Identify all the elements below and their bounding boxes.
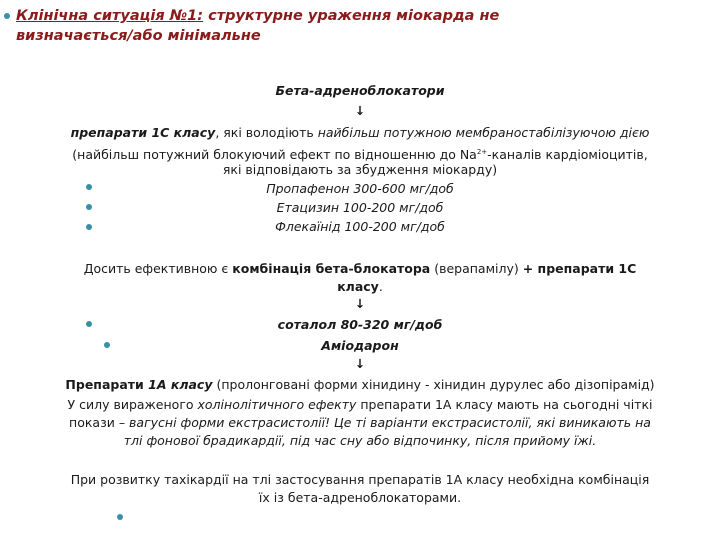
arrow-down-icon: ↓ [354,296,366,311]
bullet-icon [117,514,123,520]
drug-amiodarone: Аміодарон [321,338,399,353]
combination-line: Досить ефективною є комбінація бета-блокатора (верапамілу) + препарати 1С [83,261,637,276]
bullet-icon [4,13,10,19]
drug-propafenone: Пропафенон 300-600 мг/доб [266,181,454,196]
class-ic-line: препарати 1С класу, які володіють найбільш потужною мембраностабілізуючою дією [70,125,650,140]
situation-label: Клінічна ситуація №1: [16,8,204,24]
combination-label: комбінація бета-блокатора [232,261,431,276]
combination-line-continued: класу. [337,279,383,294]
class-ic-note: (найбільш потужний блокуючий ефект по відношенню до $Na^{2+}$-каналів кардіоміоцитів, [72,147,648,163]
clinical-situation-heading [16,6,706,46]
class-ia-line: Препарати 1А класу (пролонговані форми хінидину - хінидин дурулес або дізопірамід) [65,377,655,392]
class-ia-paragraph-2: покази – вагусні форми екстрасистолії! Це ті варіанти екстрасистолії, які виникають на [69,415,651,430]
class-ic-label: препарати 1С класу [70,125,216,140]
arrow-down-icon: ↓ [354,103,366,118]
beta-blockers-title: Бета-адреноблокатори [275,83,445,98]
drug-etacizin: Етацизин 100-200 мг/доб [276,200,444,215]
final-note-continued: їх із бета-адреноблокаторами. [258,490,462,505]
drug-sotalol: соталол 80-320 мг/доб [277,317,443,332]
drug-flecainide: Флекаїнід 100-200 мг/доб [275,219,445,234]
class-ic-effect: найбільш потужною мембраностабілізуючою дією [317,125,650,140]
class-ia-paragraph-3: тлі фонової брадикардії, під час сну або відпочинку, після прийому їжі. [123,433,597,448]
class-ia-label: 1А класу [148,377,213,392]
situation-text: структурне ураження міокарда не [203,8,500,24]
final-note: При розвитку тахікардії на тлі застосування препаратів 1А класу необхідна комбінація [70,472,650,487]
situation-text-continued: визначається/або мінімальне [16,28,261,44]
arrow-down-icon: ↓ [354,356,366,371]
class-ic-note-continued: які відповідають за збудження міокарду) [222,162,498,177]
class-ia-paragraph-1: У силу вираженого холінолітичного ефекту препарати 1А класу мають на сьогодні чіткі [67,397,653,412]
